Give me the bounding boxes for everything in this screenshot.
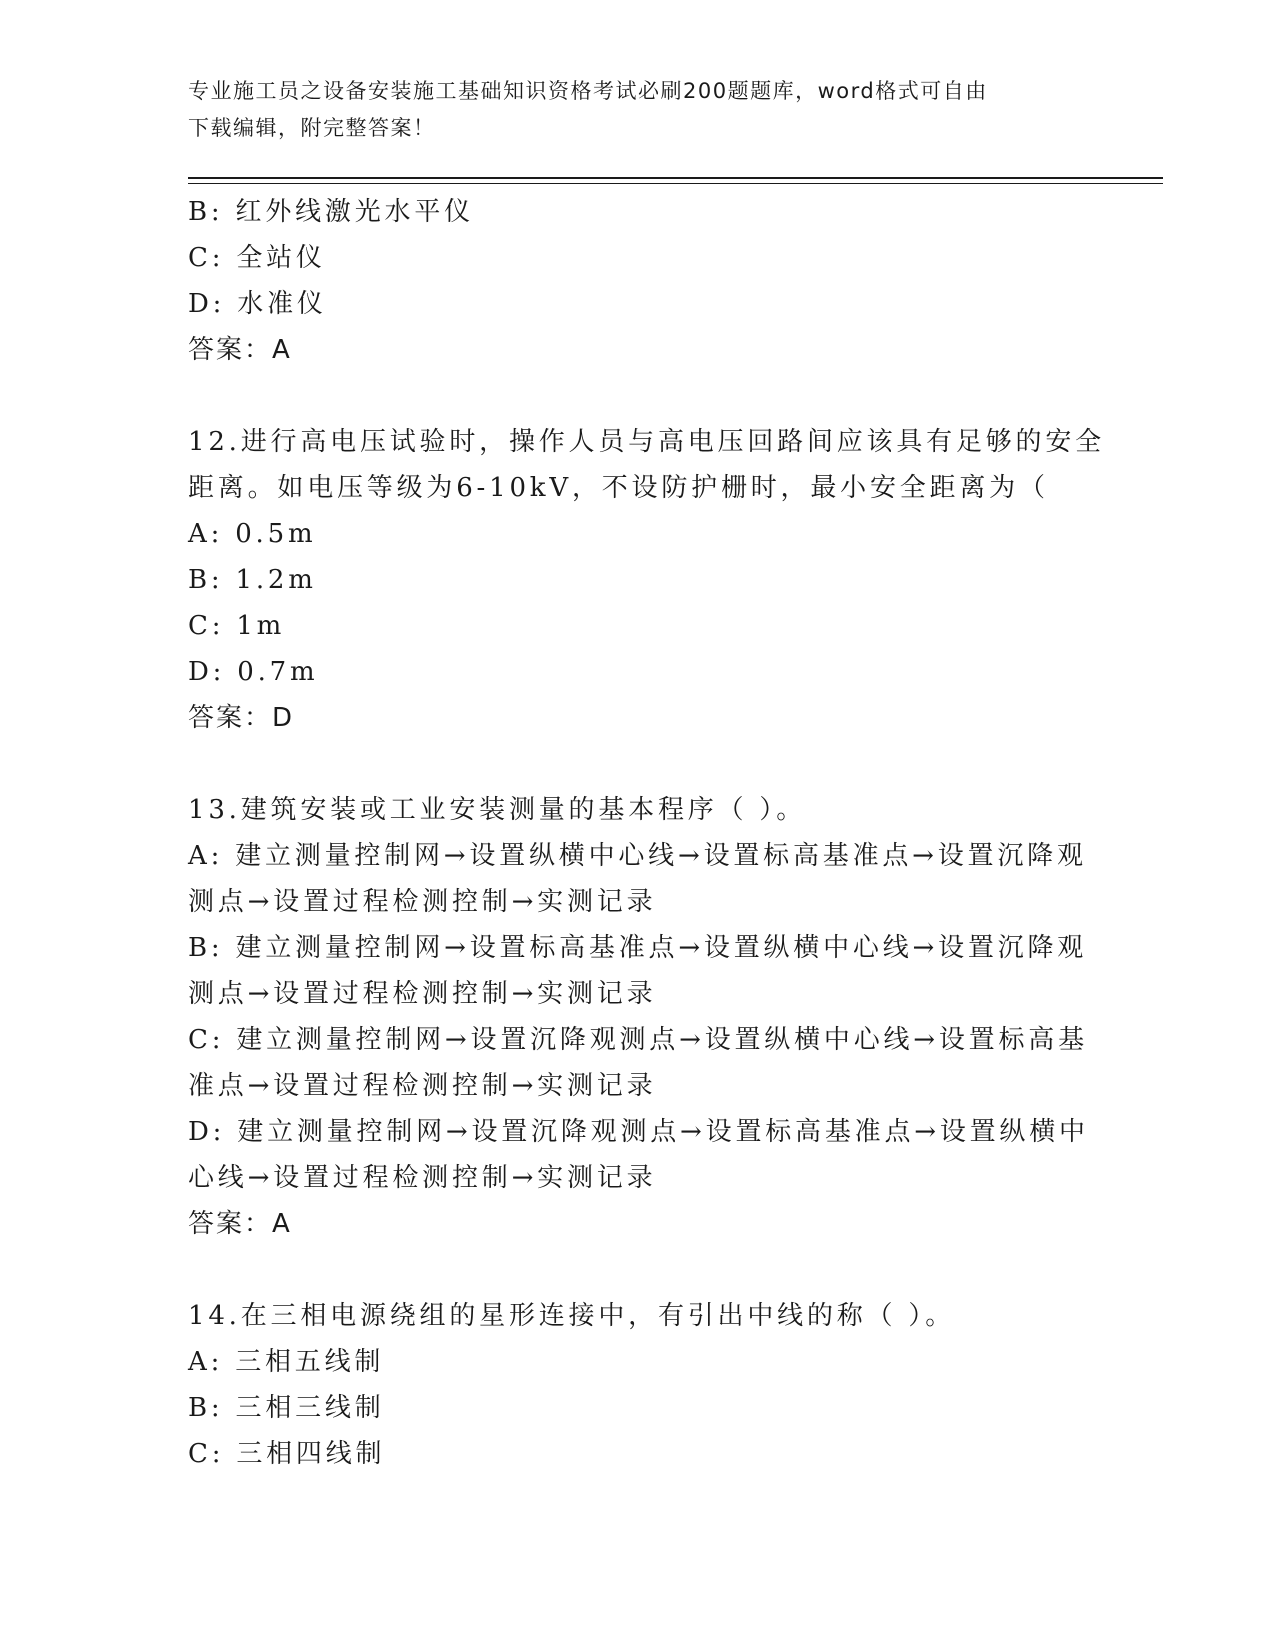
q13-answer: 答案：A	[188, 1209, 292, 1239]
q11-option-b: B: 红外线激光水平仪	[188, 197, 474, 227]
q12-option-d: D: 0.7m	[188, 657, 319, 687]
q13-option-c-line-2: 准点→设置过程检测控制→实测记录	[188, 1071, 657, 1101]
spacer	[188, 741, 1088, 787]
document-header	[188, 73, 1088, 147]
q11-option-d: D: 水准仪	[188, 289, 327, 319]
q14-stem: 14.在三相电源绕组的星形连接中，有引出中线的称（ ）。	[188, 1301, 956, 1331]
q13-stem: 13.建筑安装或工业安装测量的基本程序（ ）。	[188, 795, 807, 825]
q12-option-a: A: 0.5m	[188, 519, 317, 549]
header-line-2: 下载编辑，附完整答案！	[188, 116, 436, 140]
q12-option-b: B: 1.2m	[188, 565, 317, 595]
spacer	[188, 1247, 1088, 1293]
q13-option-a-line-1: A: 建立测量控制网→设置纵横中心线→设置标高基准点→设置沉降观	[188, 841, 1087, 871]
q11-answer: 答案：A	[188, 335, 292, 365]
q13-option-d-line-1: D: 建立测量控制网→设置沉降观测点→设置标高基准点→设置纵横中	[188, 1117, 1089, 1147]
spacer	[188, 373, 1088, 419]
header-divider-thick	[188, 177, 1163, 179]
q12-stem-line-2: 距离。如电压等级为6-10kV，不设防护栅时，最小安全距离为（	[188, 473, 1049, 503]
q14-option-c: C: 三相四线制	[188, 1439, 386, 1469]
header-divider-thin	[188, 183, 1163, 184]
header-line-1: 专业施工员之设备安装施工基础知识资格考试必刷200题题库，word格式可自由	[188, 79, 988, 103]
q13-option-b-line-2: 测点→设置过程检测控制→实测记录	[188, 979, 657, 1009]
q13-option-c-line-1: C: 建立测量控制网→设置沉降观测点→设置纵横中心线→设置标高基	[188, 1025, 1088, 1055]
q12-option-c: C: 1m	[188, 611, 286, 641]
q14-option-a: A: 三相五线制	[188, 1347, 385, 1377]
q12-answer: 答案：D	[188, 703, 295, 733]
q12-stem-line-1: 12.进行高电压试验时，操作人员与高电压回路间应该具有足够的安全	[188, 427, 1105, 457]
q13-option-a-line-2: 测点→设置过程检测控制→实测记录	[188, 887, 657, 917]
q11-option-c: C: 全站仪	[188, 243, 326, 273]
q14-option-b: B: 三相三线制	[188, 1393, 385, 1423]
question-list	[188, 189, 1105, 1477]
q13-option-d-line-2: 心线→设置过程检测控制→实测记录	[188, 1163, 657, 1193]
q13-option-b-line-1: B: 建立测量控制网→设置标高基准点→设置纵横中心线→设置沉降观	[188, 933, 1088, 963]
